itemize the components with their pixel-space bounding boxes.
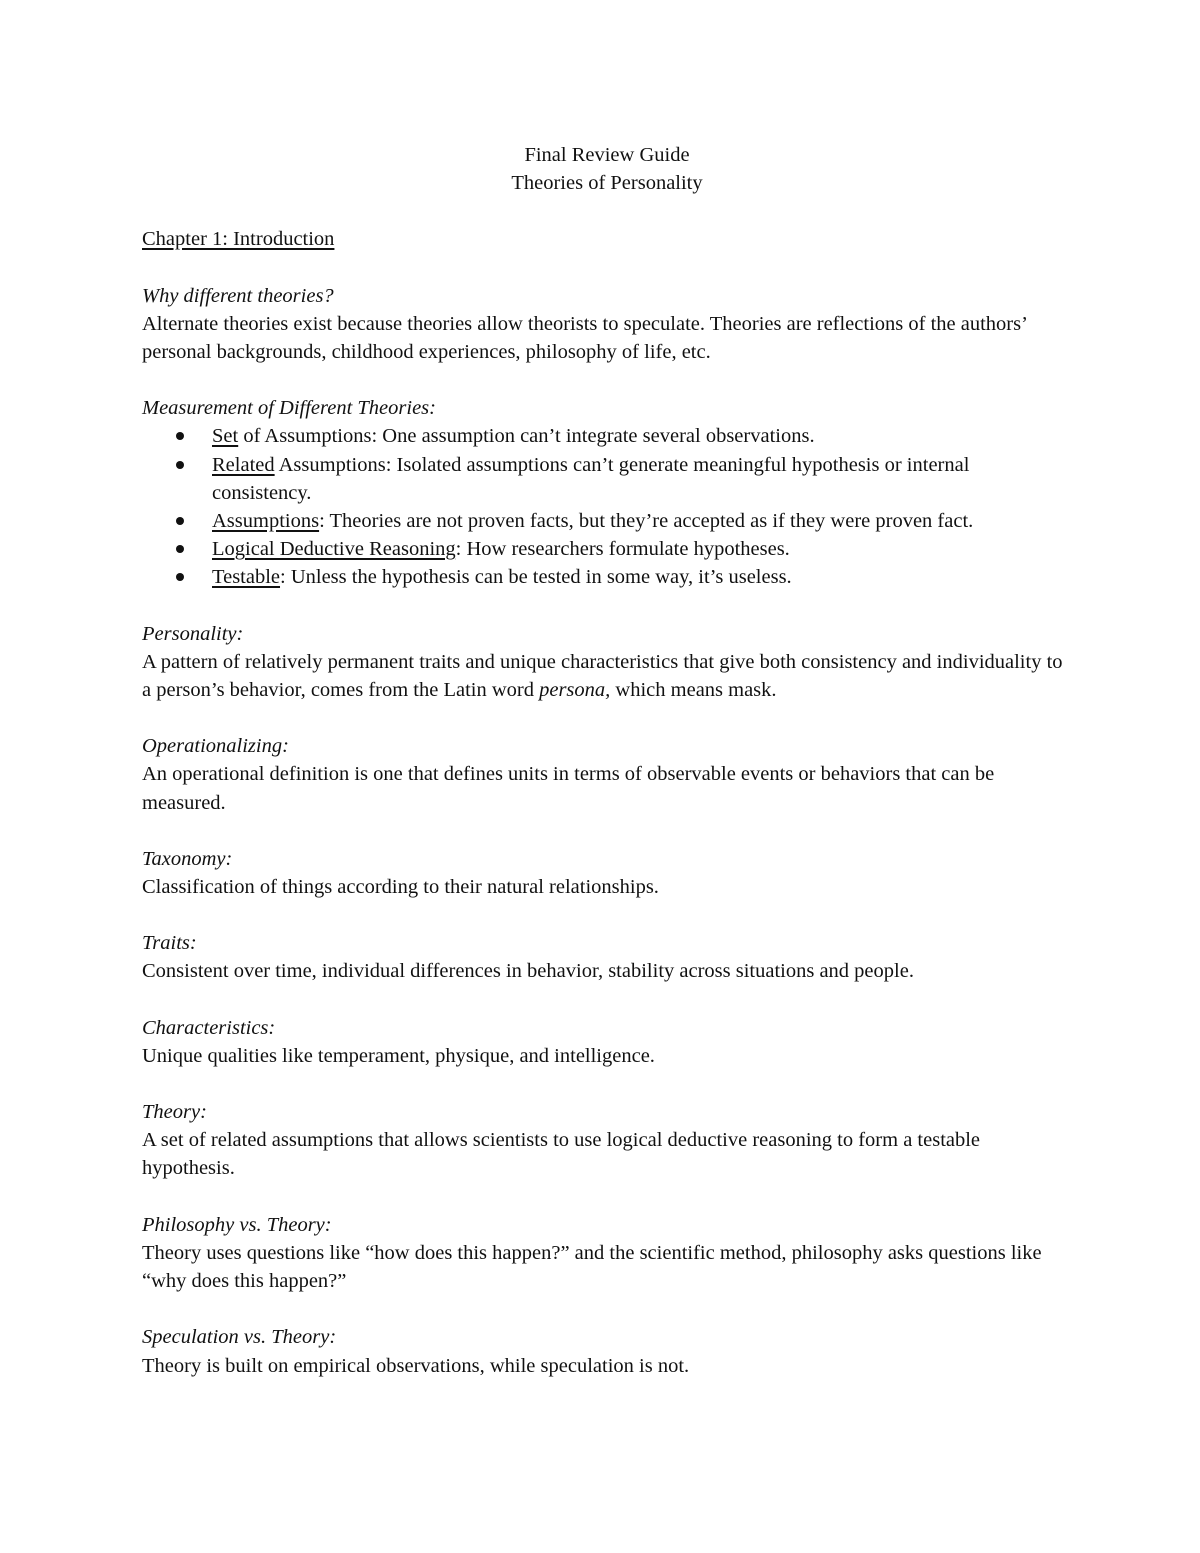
list-item [142, 563, 1072, 591]
term-heading: Taxonomy: [142, 847, 233, 870]
term-body-italic: persona, [539, 679, 611, 702]
section-characteristics [142, 1014, 1072, 1070]
term-body: Alternate theories exist because theories allow theorists to speculate. Theories are reflections of the authors’ personal backgrounds, childhood experiences, philosophy of life, etc. [142, 312, 1027, 364]
term-body: Consistent over time, individual differences in behavior, stability across situations and people. [142, 960, 914, 983]
list-item-key: Set [212, 425, 239, 448]
list-item-text: : How researchers formulate hypotheses. [455, 538, 790, 561]
term-body [142, 648, 1072, 704]
document-page [142, 141, 1072, 1380]
section-personality [142, 620, 1072, 705]
list-item-key: Logical Deductive Reasoning [212, 538, 456, 561]
term-heading: Operationalizing: [142, 735, 289, 758]
list-item-key: Assumptions [212, 510, 320, 533]
term-heading: Measurement of Different Theories: [142, 397, 436, 420]
term-body: Unique qualities like temperament, physique, and intelligence. [142, 1044, 655, 1067]
bullet-icon [176, 517, 184, 525]
section-measurement [142, 394, 1072, 591]
term-body: A set of related assumptions that allows scientists to use logical deductive reasoning to form a testable hypothesis. [142, 1129, 981, 1180]
section-theory [142, 1098, 1072, 1183]
list-item [142, 451, 1072, 507]
term-heading: Theory: [142, 1101, 207, 1124]
section-taxonomy [142, 845, 1072, 901]
bullet-icon [176, 545, 184, 553]
list-item-text: of Assumptions: One assumption can’t integrate several observations. [238, 425, 815, 448]
term-body: Classification of things according to their natural relationships. [142, 876, 659, 899]
term-heading: Why different theories? [142, 284, 334, 307]
section-philosophy-vs-theory [142, 1211, 1072, 1296]
term-body: Theory uses questions like “how does this happen?” and the scientific method, philosophy asks questions like “why does this happen?” [142, 1241, 1042, 1293]
document-title: Final Review Guide [524, 144, 690, 166]
list-item-key: Testable [212, 566, 281, 589]
section-why-different-theories [142, 282, 1072, 367]
list-item-text: : Unless the hypothesis can be tested in some way, it’s useless. [280, 566, 792, 589]
term-heading: Philosophy vs. Theory: [142, 1213, 332, 1236]
bullet-icon [176, 573, 184, 581]
list-item [142, 507, 1072, 535]
chapter-heading: Chapter 1: Introduction [142, 228, 335, 251]
bullet-icon [176, 461, 184, 469]
list-item [142, 422, 1072, 450]
list-item-text: Assumptions: Isolated assumptions can’t generate meaningful hypothesis or internal consistency. [212, 453, 970, 504]
term-heading: Personality: [142, 622, 244, 645]
term-heading: Speculation vs. Theory: [142, 1326, 337, 1349]
term-heading: Traits: [142, 932, 197, 955]
term-body-text: which means mask. [610, 679, 777, 702]
term-heading: Characteristics: [142, 1016, 276, 1039]
bullet-icon [176, 432, 184, 440]
list-item-key: Related [212, 453, 275, 476]
term-body: An operational definition is one that defines units in terms of observable events or behaviors that can be measured. [142, 763, 995, 814]
list-item [142, 535, 1072, 563]
term-body: Theory is built on empirical observations, while speculation is not. [142, 1354, 690, 1377]
list-item-text: : Theories are not proven facts, but they’re accepted as if they were proven fact. [319, 510, 974, 533]
section-speculation-vs-theory [142, 1323, 1072, 1379]
measurement-list [142, 422, 1072, 591]
term-body-text: A pattern of relatively permanent traits and unique characteristics that give both consistency and individuality to a person’s behavior, comes from the Latin word [142, 650, 1063, 702]
document-subtitle: Theories of Personality [511, 172, 703, 195]
section-operationalizing [142, 732, 1072, 817]
section-traits [142, 929, 1072, 985]
